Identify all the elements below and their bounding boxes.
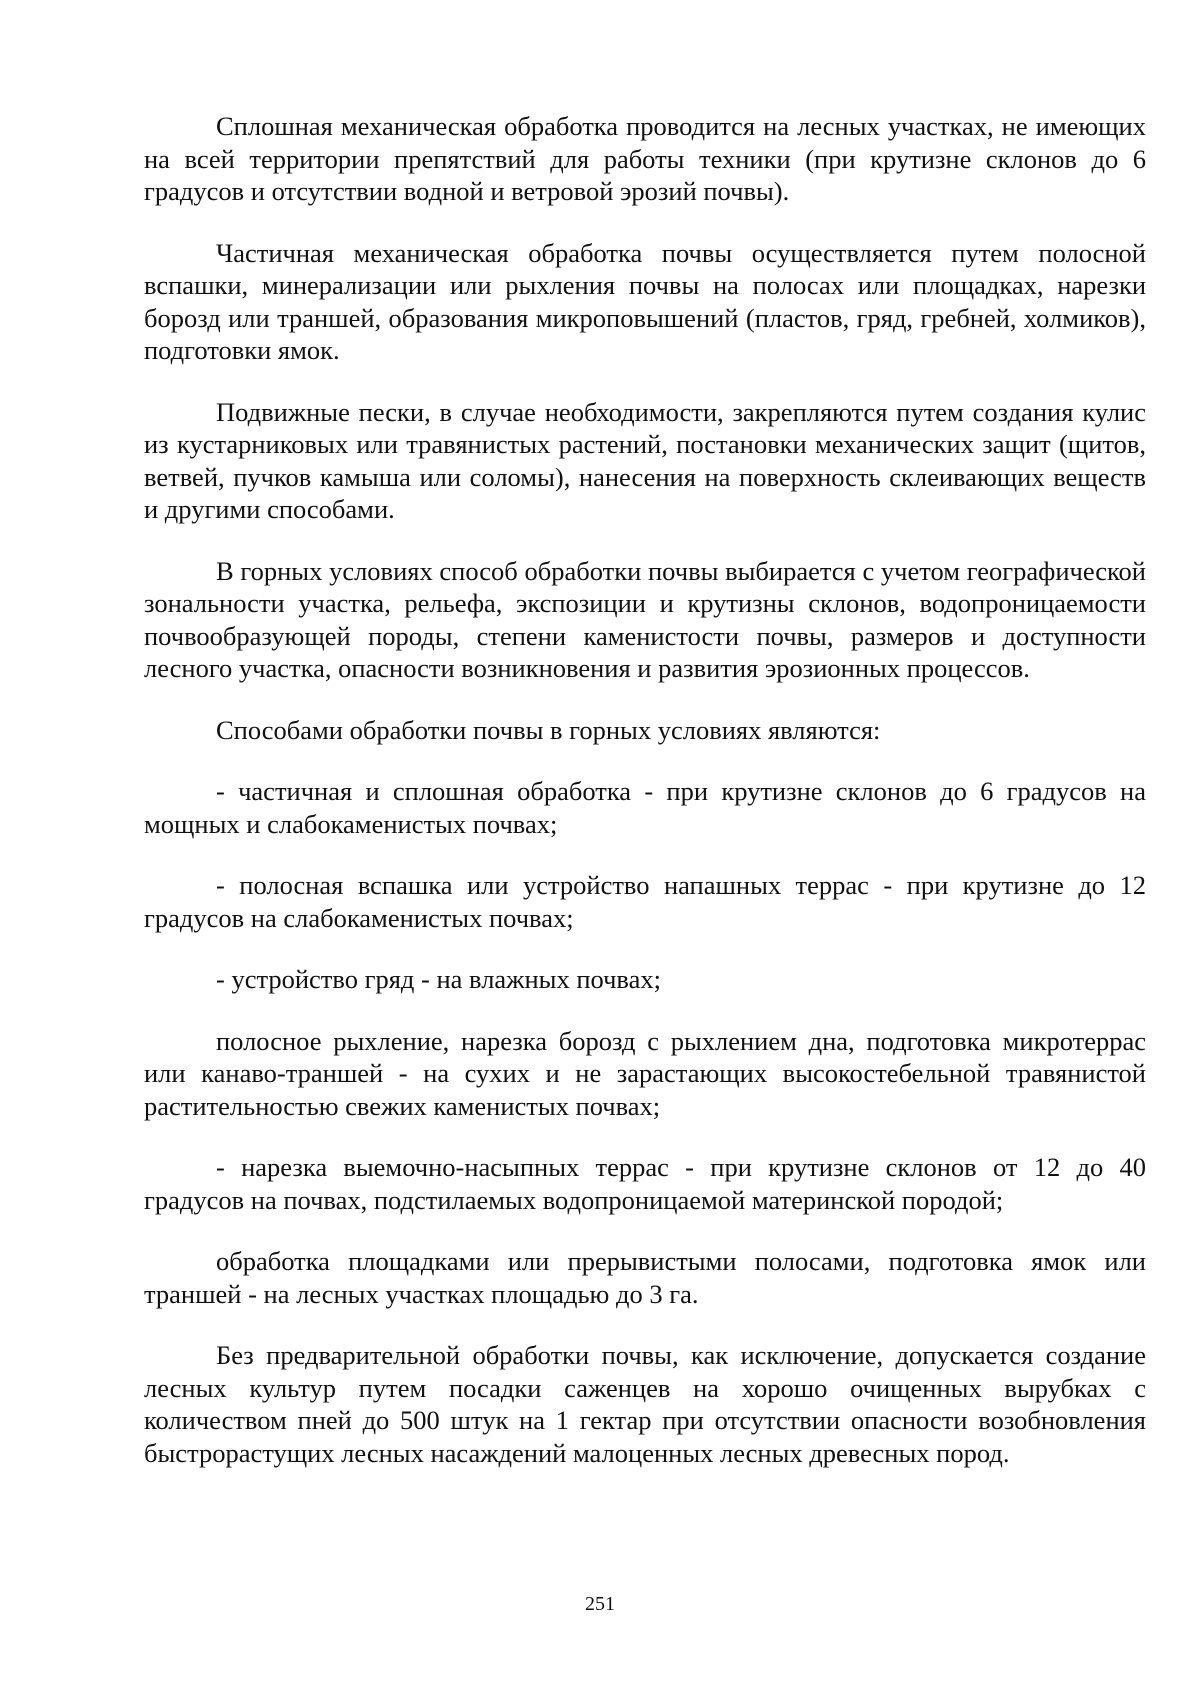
paragraph: Частичная механическая обработка почвы осуществляется путем полосной вспашки, минерализации или рыхления почвы на полосах или площадках, нарезки борозд или траншей, образования микроповышений (пластов, гряд, гребней, холмиков), подготовки ямок. xyxy=(144,237,1146,365)
page-body xyxy=(144,110,1146,1498)
paragraph: Без предварительной обработки почвы, как исключение, допускается создание лесных культур путем посадки саженцев на хорошо очищенных вырубках с количеством пней до 500 штук на 1 гектар при отсутствии опасности возобновления быстрорастущих лесных насаждений малоценных лесных древесных пород. xyxy=(144,1340,1146,1468)
list-item-paragraph: обработка площадками или прерывистыми полосами, подготовка ямок или траншей - на лесных участках площадью до 3 га. xyxy=(144,1246,1146,1309)
list-item-paragraph: - нарезка выемочно-насыпных террас - при крутизне склонов от 12 до 40 градусов на почвах, подстилаемых водопроницаемой материнской породой; xyxy=(144,1152,1146,1215)
list-item-paragraph: полосное рыхление, нарезка борозд с рыхлением дна, подготовка микротеррас или канаво-траншей - на сухих и не зарастающих высокостебельной травянистой растительностью свежих каменистых почвах; xyxy=(144,1025,1146,1121)
list-item-paragraph: - устройство гряд - на влажных почвах; xyxy=(216,964,661,994)
paragraph: Способами обработки почвы в горных условиях являются: xyxy=(216,714,881,745)
paragraph: В горных условиях способ обработки почвы выбирается с учетом географической зональности участка, рельефа, экспозиции и крутизны склонов, водопроницаемости почвообразующей породы, степени каменистости почвы, размеров и доступности лесного участка, опасности возникновения и развития эрозионных процессов. xyxy=(144,555,1146,683)
paragraph: Сплошная механическая обработка проводится на лесных участках, не имеющих на всей территории препятствий для работы техники (при крутизне склонов до 6 градусов и отсутствии водной и ветровой эрозий почвы). xyxy=(144,111,1146,206)
page-number: 251 xyxy=(585,1593,615,1615)
list-item-paragraph: - полосная вспашка или устройство напашных террас - при крутизне до 12 градусов на слабокаменистых почвах; xyxy=(144,870,1146,933)
paragraph: Подвижные пески, в случае необходимости, закрепляются путем создания кулис из кустарниковых или травянистых растений, постановки механических защит (щитов, ветвей, пучков камыша или соломы), нанесения на поверхность склеивающих веществ и другими способами. xyxy=(144,396,1146,524)
list-item-paragraph: - частичная и сплошная обработка - при крутизне склонов до 6 градусов на мощных и слабокаменистых почвах; xyxy=(144,776,1146,839)
